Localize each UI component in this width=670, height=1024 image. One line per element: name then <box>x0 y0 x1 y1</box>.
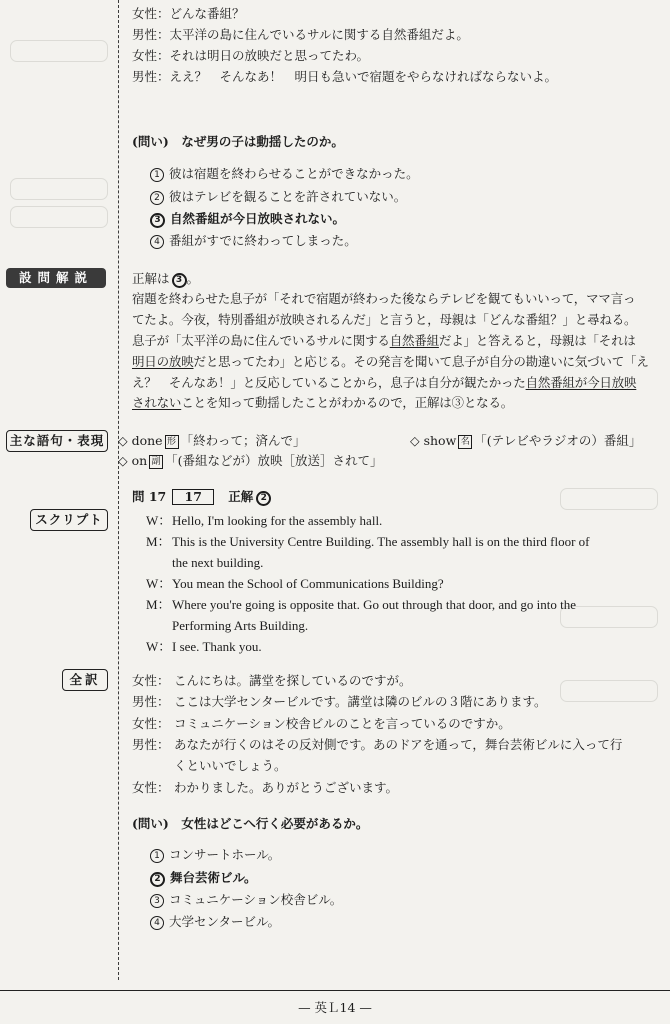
option-text: コンサートホール。 <box>169 847 281 862</box>
script-label: スクリプト <box>30 509 108 531</box>
speaker: W： <box>146 639 172 654</box>
speaker: M： <box>146 534 171 549</box>
ghost-box <box>560 680 658 702</box>
answer-prefix: 正解は <box>132 271 170 286</box>
option-text: 彼は宿題を終わらせることができなかった。 <box>169 166 419 181</box>
option-1 <box>150 847 280 863</box>
phrase-word: ◇ done <box>118 433 163 448</box>
script-line <box>146 513 382 529</box>
script-text: You mean the School of Communications Building? <box>172 576 444 591</box>
option-number-circle: 4 <box>150 916 164 930</box>
q17-prompt: (問い) 女性はどこへ行く必要があるか。 <box>132 816 369 831</box>
translation-line <box>132 716 511 732</box>
translation-line <box>132 780 398 796</box>
translation-text: わかりました。ありがとうございます。 <box>174 780 399 795</box>
speaker: 女性： <box>132 716 170 731</box>
speaker: 女性： <box>132 48 170 63</box>
speaker: M： <box>146 597 171 612</box>
q17-answer-circle: 2 <box>256 491 271 506</box>
q17-header <box>132 489 276 506</box>
option-number-circle: 3 <box>150 213 165 228</box>
phrase-meaning: 「(番組などが）放映［放送］されて」 <box>165 453 383 468</box>
underlined-phrase: 自然番組が今日放映 <box>525 375 637 390</box>
phrase-word: ◇ show <box>410 433 457 448</box>
dialogue-line <box>132 6 245 22</box>
underlined-phrase: されない <box>132 395 182 410</box>
explanation-line: 宿題を終わらせた息子が「それで宿題が終わった後ならテレビを観てもいいって，ママ言っ <box>132 291 636 306</box>
option-text: 自然番組が今日放映されない。 <box>170 211 346 226</box>
translation-text: こんにちは。講堂を探しているのですが。 <box>174 673 412 688</box>
phrase-show <box>410 433 641 449</box>
underlined-phrase: 自然番組 <box>389 333 439 348</box>
pos-tag: 副 <box>149 455 163 469</box>
option-3 <box>150 211 345 228</box>
option-4 <box>150 233 357 249</box>
pos-tag: 形 <box>165 435 179 449</box>
option-text: 番組がすでに終わってしまった。 <box>169 233 357 248</box>
script-line <box>146 576 444 592</box>
option-text: 大学センタービル。 <box>169 914 281 929</box>
phrase-meaning: 「(テレビやラジオの）番組」 <box>474 433 642 448</box>
option-number-circle: 2 <box>150 872 165 887</box>
text-run: ことを知って動揺したことがわかるので，正解は③となる。 <box>181 395 514 410</box>
explanation-line <box>132 375 636 391</box>
explanation-line <box>132 395 513 411</box>
translation-line <box>132 694 547 710</box>
q17-answer-box: 17 <box>172 489 214 505</box>
explanation-line <box>132 333 636 349</box>
script-line <box>146 534 590 550</box>
script-line <box>146 555 263 571</box>
ghost-box <box>10 178 108 200</box>
option-2 <box>150 870 257 887</box>
dialogue-text: 太平洋の島に住んでいるサルに関する自然番組だよ。 <box>169 27 469 42</box>
speaker: 男性： <box>132 27 170 42</box>
option-text: 彼はテレビを観ることを許されていない。 <box>169 189 407 204</box>
explanation-label: 設問解説 <box>6 268 106 288</box>
dialogue-text: どんな番組？ <box>169 6 245 21</box>
phrase-word: ◇ on <box>118 453 148 468</box>
page-footer: — 英Ｌ14 — <box>298 1000 372 1015</box>
q17-label: 問 17 <box>132 489 167 504</box>
script-line <box>146 597 576 613</box>
translation-line <box>132 737 622 753</box>
translation-text: くといいでしょう。 <box>174 758 287 773</box>
script-text: Performing Arts Building. <box>172 618 309 633</box>
dialogue-line <box>132 27 469 43</box>
translation-text: ここは大学センタービルです。講堂は隣のビルの３階にあります。 <box>174 694 547 709</box>
option-4 <box>150 914 280 930</box>
translation-label: 全訳 <box>62 669 108 691</box>
phrases-label: 主な語句・表現 <box>6 430 108 452</box>
script-text: This is the University Centre Building. The assembly hall is on the third floor of <box>172 534 590 549</box>
footer-rule <box>0 990 670 991</box>
text-run: だと思ってたわ」と応じる。その発言を聞いて息子が自分の勘違いに気づいて「え <box>193 354 649 369</box>
option-1 <box>150 166 419 182</box>
ghost-box <box>560 488 658 510</box>
phrase-on <box>118 453 383 469</box>
translation-text: あなたが行くのはその反対側です。あのドアを通って，舞台芸術ビルに入って行 <box>174 737 623 752</box>
speaker: W： <box>146 576 172 591</box>
option-text: コミュニケーション校舎ビル。 <box>169 892 343 907</box>
dialogue-text: ええ？ そんなあ！ 明日も急いで宿題をやらなければならないよ。 <box>169 69 558 84</box>
text-run: 息子が「太平洋の島に住んでいるサルに関する <box>132 333 390 348</box>
ghost-box <box>10 40 108 62</box>
dialogue-line <box>132 69 557 85</box>
script-text: the next building. <box>172 555 264 570</box>
text-run: え？ そんなあ！」と反応していることから，息子は自分が観たかった <box>132 375 526 390</box>
speaker: W： <box>146 513 172 528</box>
translation-line <box>132 673 412 689</box>
speaker: 女性： <box>132 673 170 688</box>
option-number-circle: 2 <box>150 191 164 205</box>
script-text: Hello, I'm looking for the assembly hall. <box>172 513 383 528</box>
speaker: 女性： <box>132 780 170 795</box>
dialogue-line <box>132 48 369 64</box>
phrase-meaning: 「終わって；済んで」 <box>180 433 306 448</box>
option-number-circle: 1 <box>150 168 164 182</box>
script-text: Where you're going is opposite that. Go out through that door, and go into the <box>172 597 577 612</box>
script-line <box>146 618 308 634</box>
option-number-circle: 1 <box>150 849 164 863</box>
explanation-line <box>132 354 649 370</box>
option-number-circle: 3 <box>150 894 164 908</box>
translation-text: コミュニケーション校舎ビルのことを言っているのですか。 <box>174 716 511 731</box>
q16-prompt: (問い) なぜ男の子は動揺したのか。 <box>132 134 344 149</box>
option-text: 舞台芸術ビル。 <box>170 870 257 885</box>
explanation-answer <box>132 271 199 288</box>
q17-answer-label: 正解 <box>228 489 254 504</box>
phrase-done <box>118 433 305 449</box>
script-line <box>146 639 262 655</box>
speaker: 男性： <box>132 69 170 84</box>
translation-line <box>132 758 287 774</box>
option-2 <box>150 189 406 205</box>
option-number-circle: 4 <box>150 235 164 249</box>
dialogue-text: それは明日の放映だと思ってたわ。 <box>169 48 370 63</box>
speaker: 女性： <box>132 6 170 21</box>
speaker: 男性： <box>132 737 170 752</box>
vertical-dashed-rule <box>118 0 119 980</box>
text-run: だよ」と答えると，母親は「それは <box>438 333 636 348</box>
ghost-box <box>10 206 108 228</box>
explanation-line: てたよ。今夜，特別番組が放映されるんだ」と言うと，母親は「どんな番組？」と尋ねる。 <box>132 312 637 327</box>
speaker: 男性： <box>132 694 170 709</box>
script-text: I see. Thank you. <box>172 639 262 654</box>
pos-tag: 名 <box>458 435 472 449</box>
underlined-phrase: 明日の放映 <box>132 354 194 369</box>
option-3 <box>150 892 342 908</box>
answer-suffix: 。 <box>186 271 200 286</box>
answer-circle-3: 3 <box>172 273 187 288</box>
